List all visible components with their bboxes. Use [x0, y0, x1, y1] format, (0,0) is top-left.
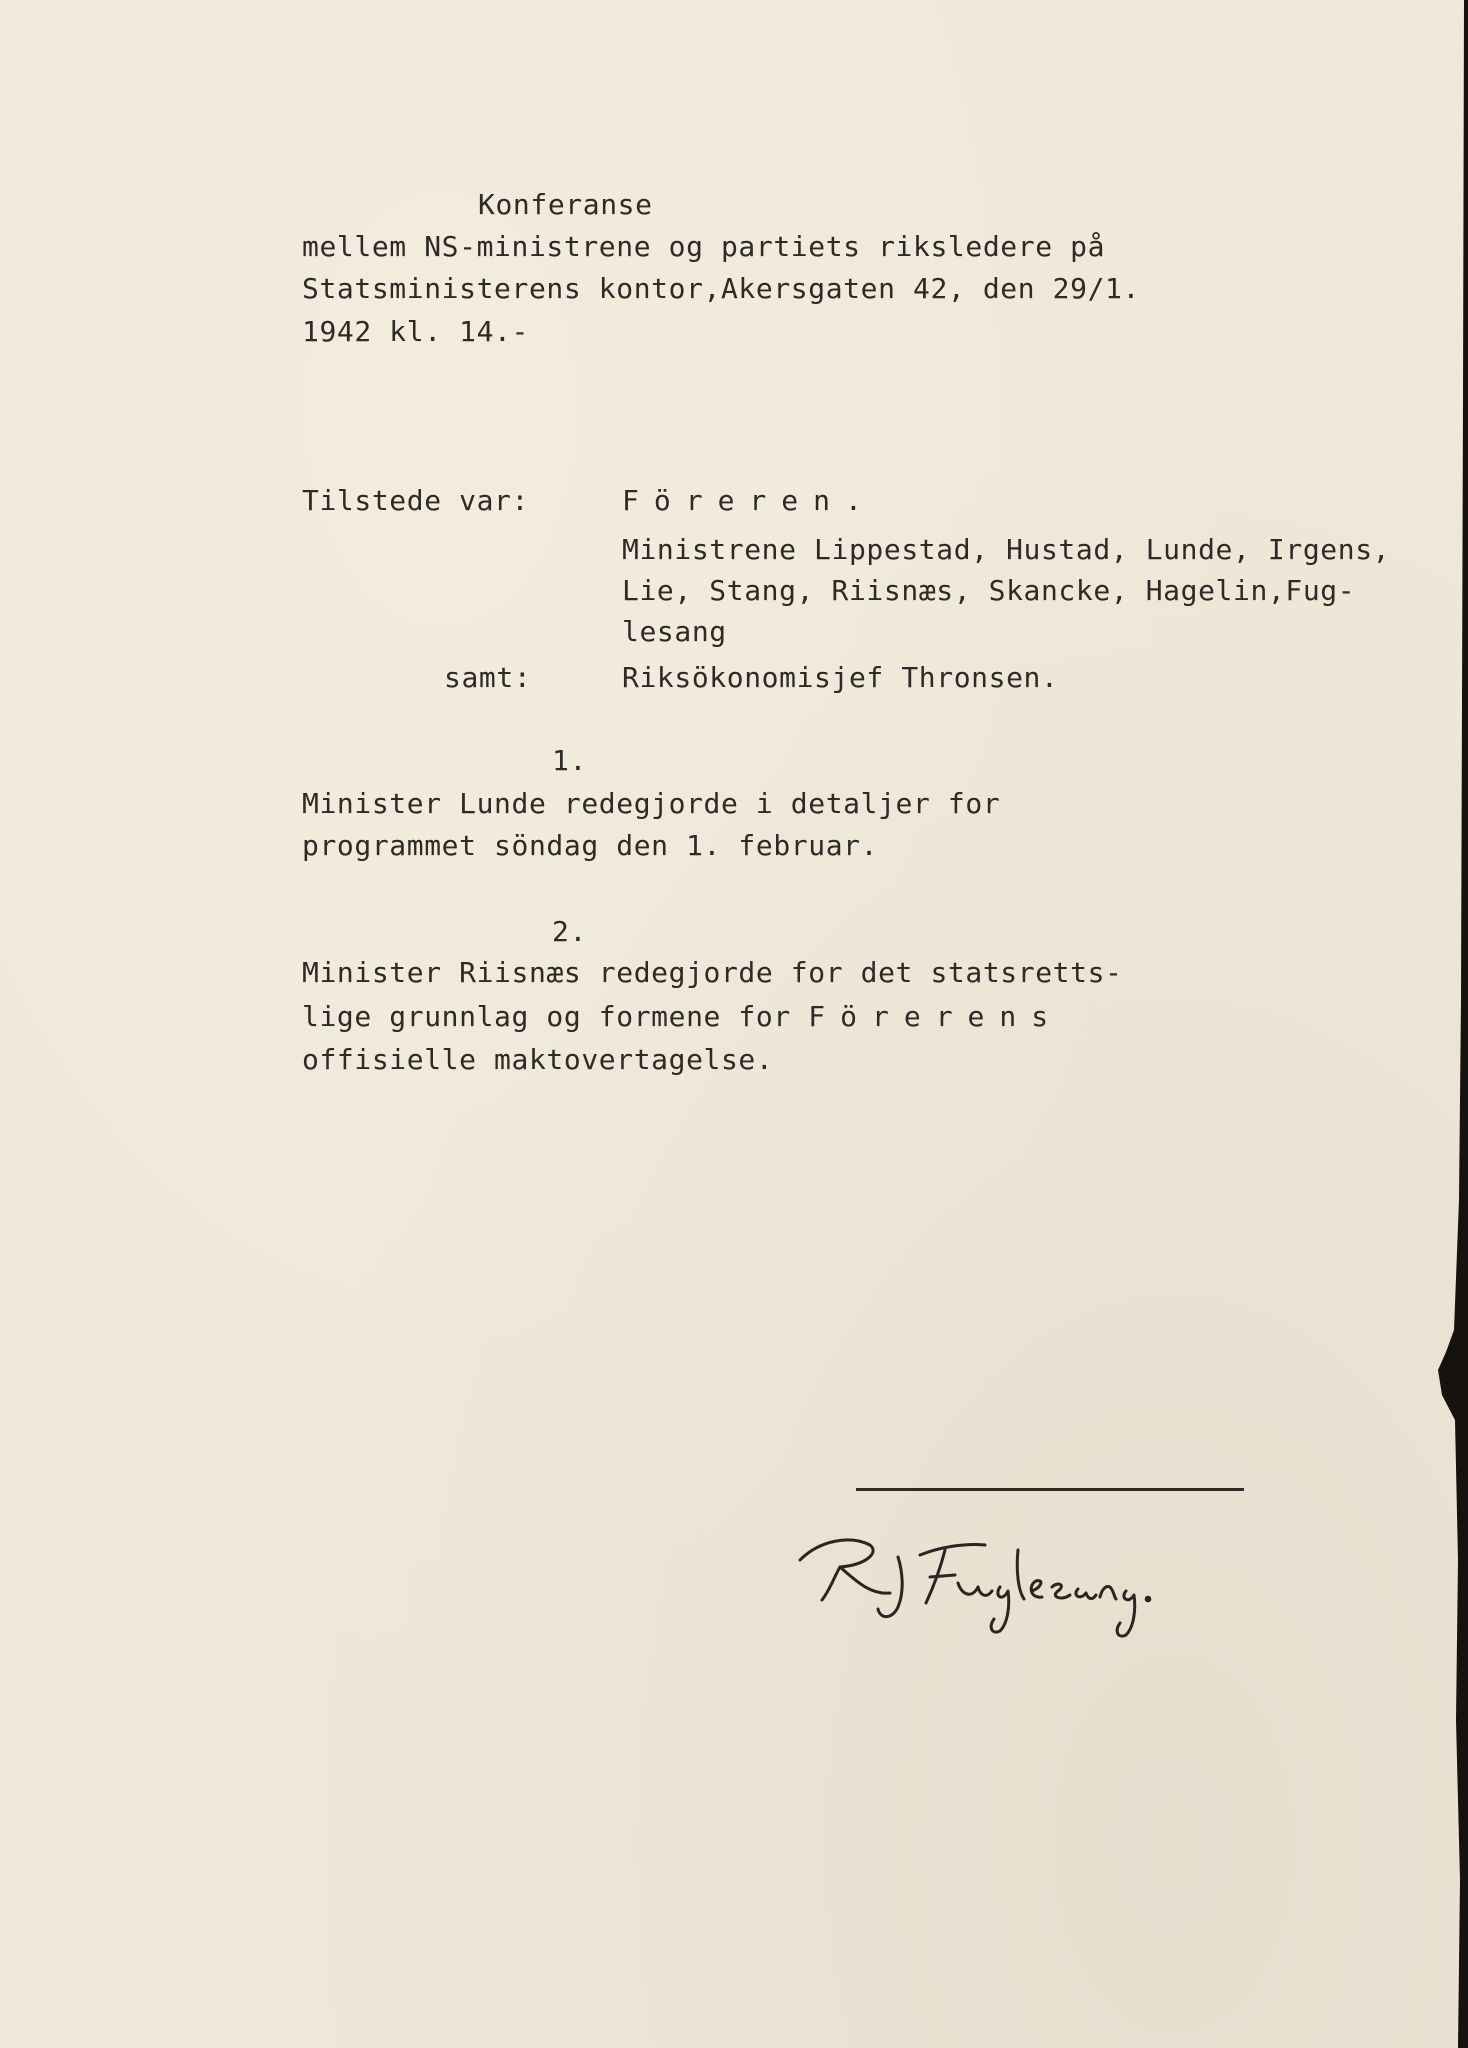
- item-2-line-3: offisielle maktovertagelse.: [302, 1043, 774, 1076]
- item-2-line-1: Minister Riisnæs redegjorde for det statsretts-: [302, 956, 1123, 989]
- item-2-spaced-word: Förerens: [808, 1000, 1064, 1033]
- heading-line-2: Statsministerens kontor,Akersgaten 42, den 29/1.: [302, 272, 1140, 305]
- handwritten-signature: [780, 1495, 1240, 1645]
- also-value: Riksökonomisjef Thronsen.: [622, 661, 1059, 694]
- item-2-line-2-text: lige grunnlag og formene for: [302, 1000, 809, 1033]
- leader-name: Föreren.: [622, 484, 877, 517]
- ministers-line-1: Ministrene Lippestad, Hustad, Lunde, Irgens,: [622, 533, 1391, 566]
- signature-line: [856, 1488, 1244, 1491]
- ministers-line-2: Lie, Stang, Riisnæs, Skancke, Hagelin,Fug-: [622, 574, 1356, 607]
- torn-edge: [1428, 0, 1468, 2048]
- item-2-line-2: [302, 1000, 1064, 1033]
- item-number-2: 2.: [552, 915, 587, 948]
- present-label: Tilstede var:: [302, 484, 529, 517]
- item-1-line-2: programmet söndag den 1. februar.: [302, 829, 879, 862]
- document-title: Konferanse: [478, 188, 653, 221]
- ministers-line-3: lesang: [622, 615, 727, 648]
- item-1-line-1: Minister Lunde redegjorde i detaljer for: [302, 787, 1001, 820]
- also-label: samt:: [444, 661, 532, 694]
- item-number-1: 1.: [552, 744, 587, 777]
- heading-line-1: mellem NS-ministrene og partiets riksledere på: [302, 230, 1106, 263]
- heading-line-3: 1942 kl. 14.-: [302, 315, 529, 348]
